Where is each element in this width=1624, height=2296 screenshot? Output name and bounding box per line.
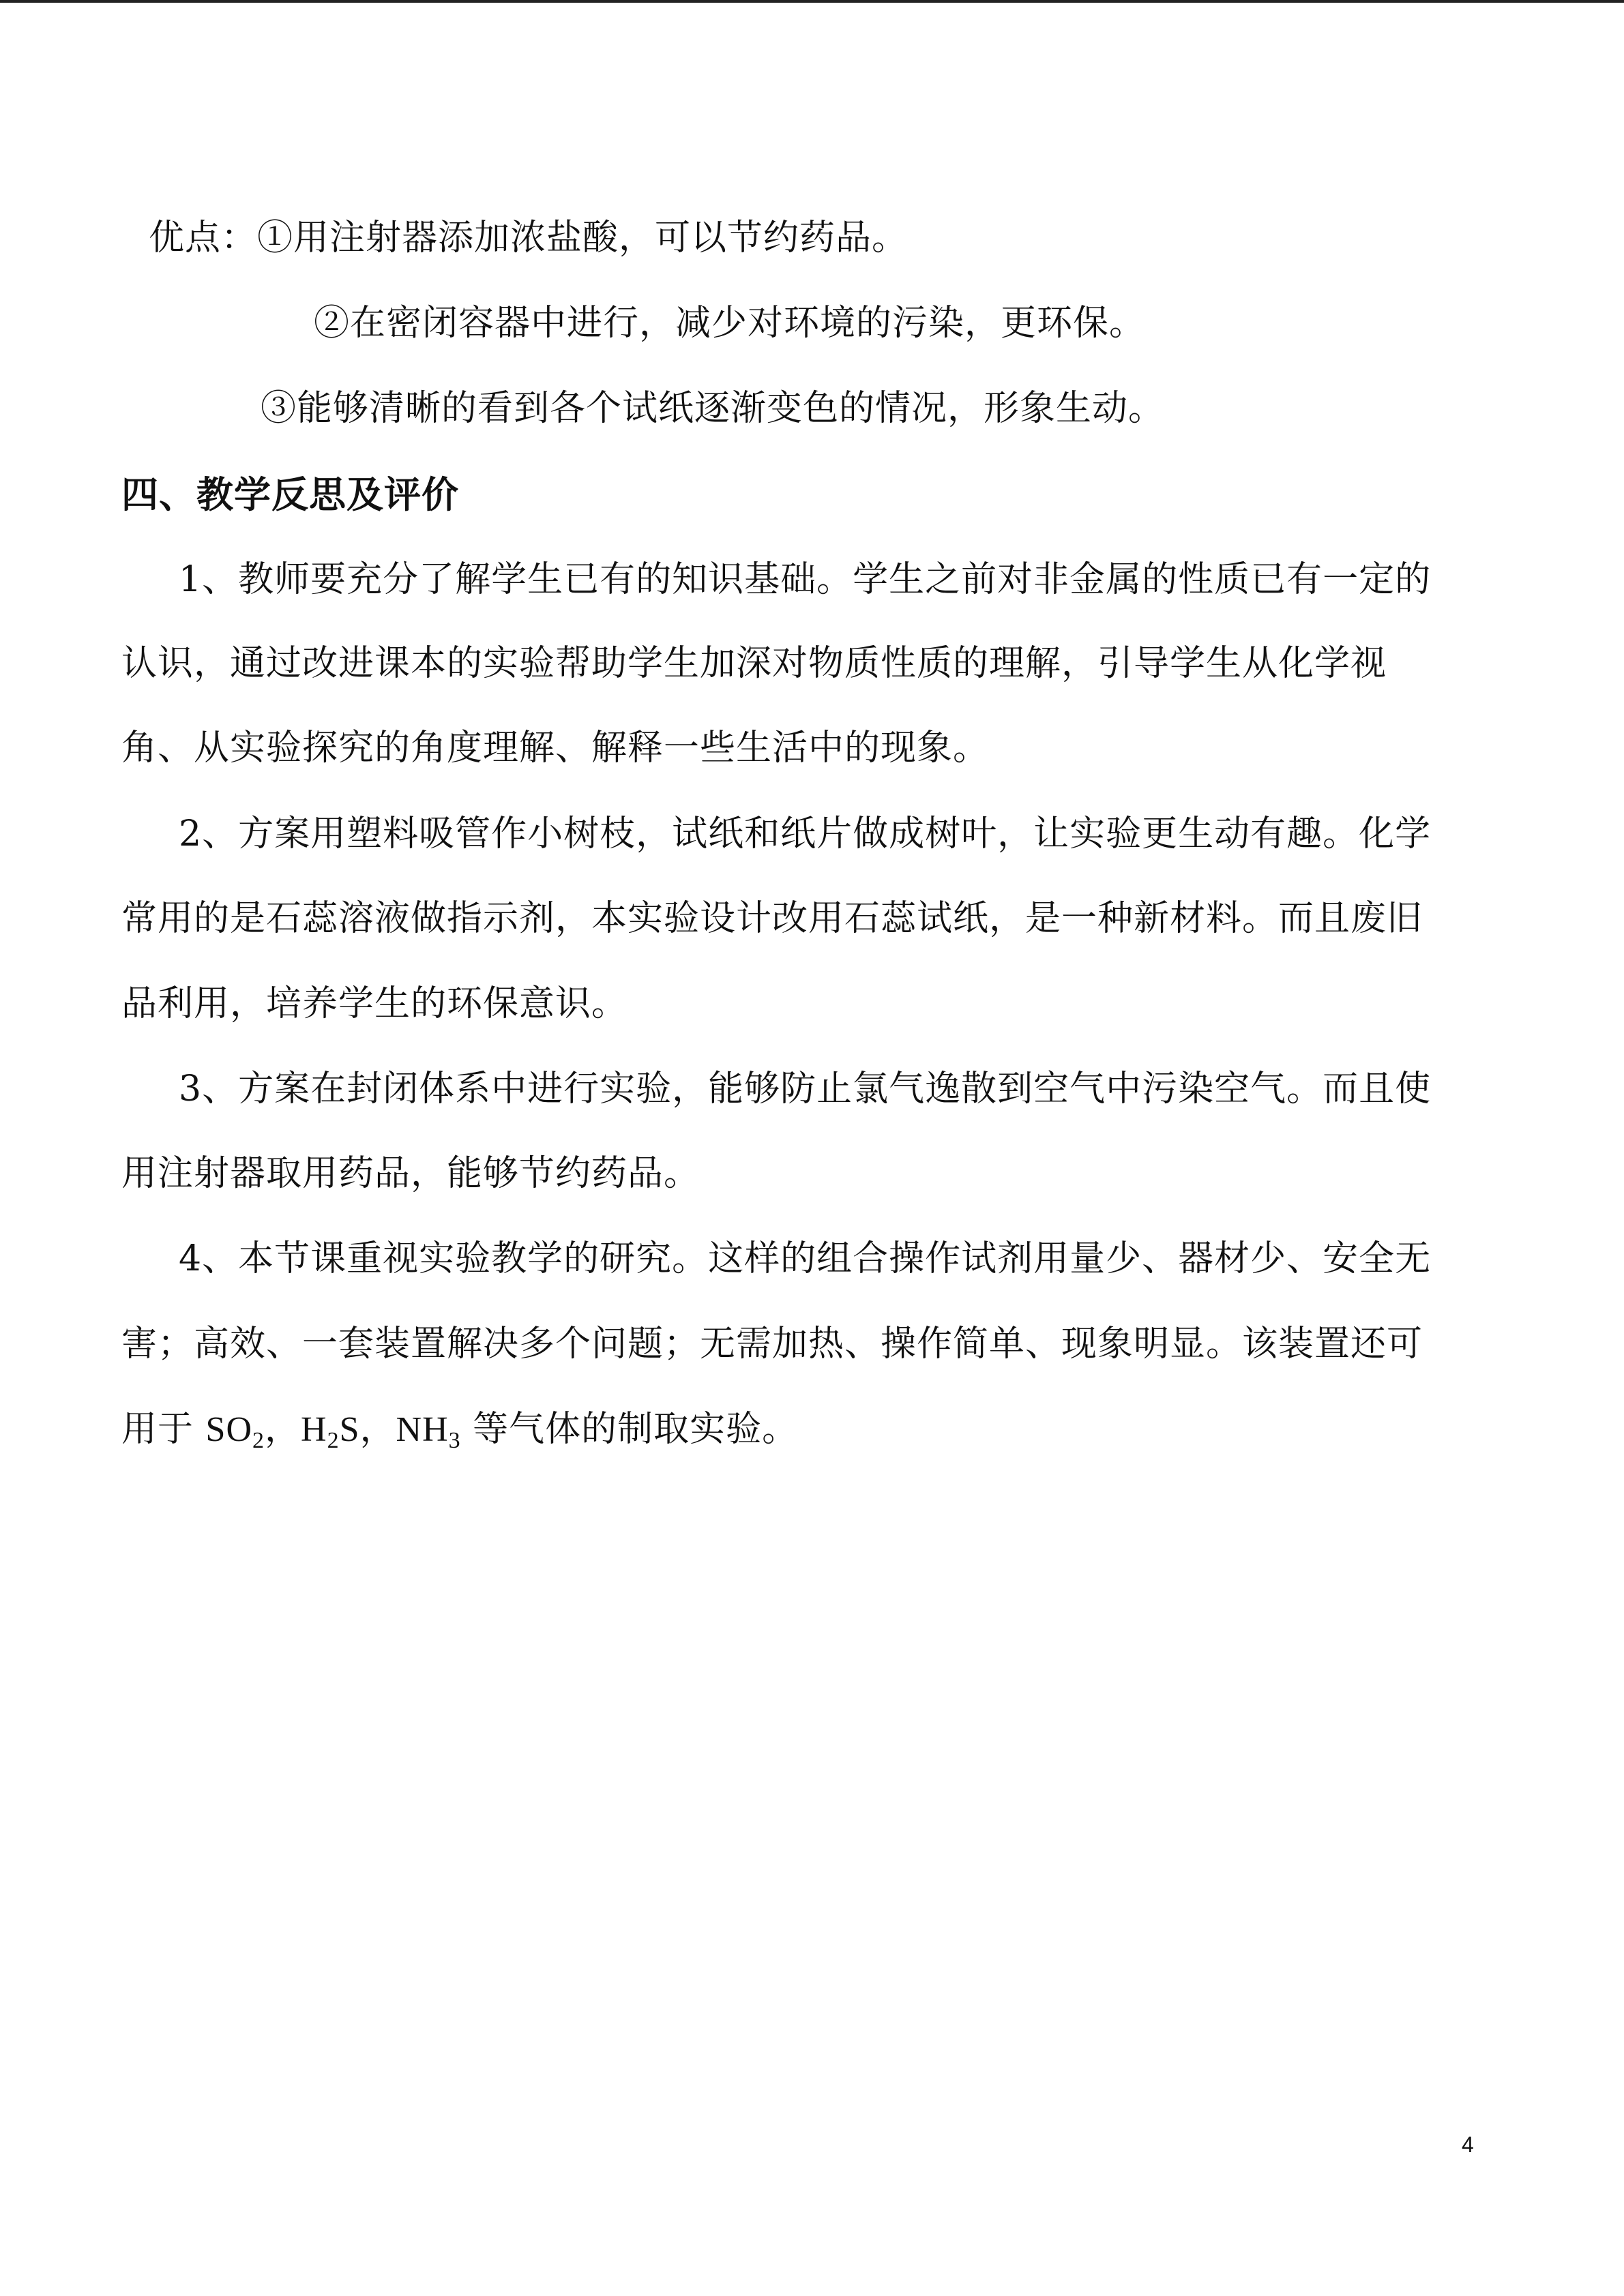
formula-h2s bbox=[301, 1410, 360, 1453]
formula-nh3-base: NH bbox=[396, 1410, 449, 1449]
reflection-p2-line1: 2、方案用塑料吸管作小树枝，试纸和纸片做成树叶，让实验更生动有趣。化学 bbox=[179, 814, 1432, 854]
advantage-item-3: ③能够清晰的看到各个试纸逐渐变色的情况，形象生动。 bbox=[261, 388, 1165, 429]
reflection-p2-line3: 品利用，培养学生的环保意识。 bbox=[121, 983, 628, 1024]
reflection-p4-line1: 4、本节课重视实验教学的研究。这样的组合操作试剂用量少、器材少、安全无 bbox=[179, 1238, 1432, 1279]
formula-so2-base: SO bbox=[205, 1410, 253, 1449]
reflection-p4-line3 bbox=[121, 1405, 798, 1454]
page-number: 4 bbox=[1462, 2132, 1474, 2157]
formula-h2s-h: H bbox=[301, 1410, 327, 1449]
formula-so2 bbox=[205, 1410, 265, 1453]
reflection-p4-line2: 害；高效、一套装置解决多个问题；无需加热、操作简单、现象明显。该装置还可 bbox=[121, 1324, 1423, 1365]
gas-list-separator-2: ， bbox=[359, 1409, 396, 1450]
reflection-p1-line3: 角、从实验探究的角度理解、解释一些生活中的现象。 bbox=[121, 728, 990, 769]
formula-h2s-s: S bbox=[339, 1410, 360, 1449]
reflection-p3-line2: 用注射器取用药品，能够节约药品。 bbox=[121, 1153, 700, 1194]
gas-list-suffix: 等气体的制取实验。 bbox=[460, 1409, 799, 1450]
reflection-p1-line1: 1、教师要充分了解学生已有的知识基础。学生之前对非金属的性质已有一定的 bbox=[179, 559, 1432, 600]
section-heading: 四、教学反思及评价 bbox=[121, 473, 459, 516]
formula-nh3-subscript: 3 bbox=[448, 1428, 461, 1453]
formula-so2-subscript: 2 bbox=[252, 1428, 265, 1453]
formula-nh3 bbox=[396, 1410, 461, 1453]
advantage-item-1: 优点：①用注射器添加浓盐酸，可以节约药品。 bbox=[149, 218, 909, 258]
reflection-p3-line1: 3、方案在封闭体系中进行实验，能够防止氯气逸散到空气中污染空气。而且使 bbox=[179, 1069, 1432, 1109]
gas-list-prefix: 用于 bbox=[121, 1409, 206, 1450]
gas-list-separator-1: ， bbox=[265, 1409, 301, 1450]
formula-h2s-subscript: 2 bbox=[327, 1428, 340, 1453]
reflection-p2-line2: 常用的是石蕊溶液做指示剂，本实验设计改用石蕊试纸，是一种新材料。而且废旧 bbox=[121, 898, 1423, 939]
advantage-item-2: ②在密闭容器中进行，减少对环境的污染，更环保。 bbox=[314, 303, 1146, 344]
reflection-p1-line2: 认识，通过改进课本的实验帮助学生加深对物质性质的理解，引导学生从化学视 bbox=[121, 643, 1387, 684]
